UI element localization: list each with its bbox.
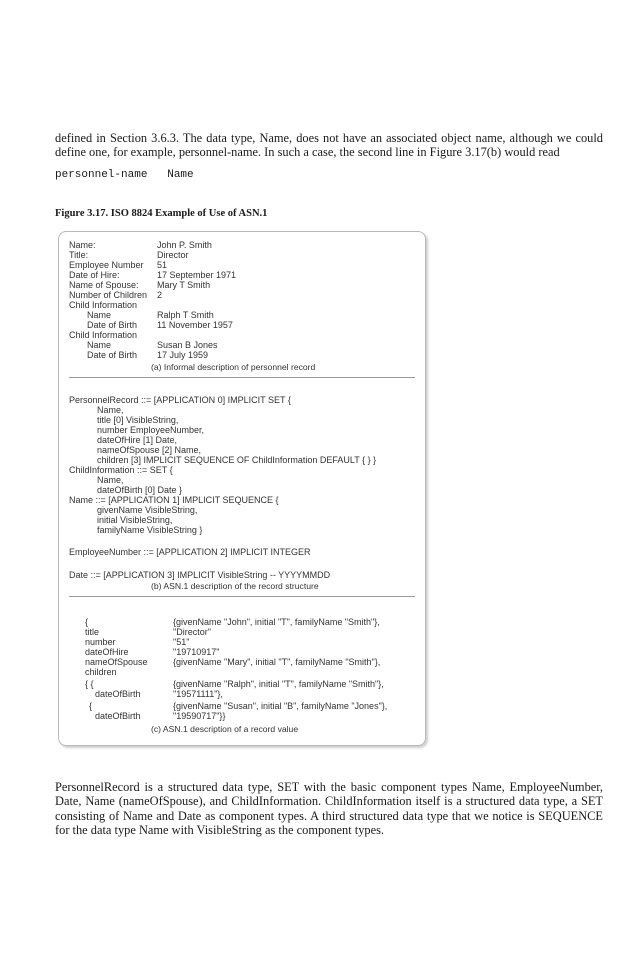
asn1-line: title [0] VisibleString, xyxy=(97,415,179,425)
part-a-value: 2 xyxy=(157,290,163,300)
asn1-line: PersonnelRecord ::= [APPLICATION 0] IMPLICIT SET { xyxy=(69,395,291,405)
part-a-label: Name of Spouse: xyxy=(69,280,139,290)
part-a-label: Name: xyxy=(69,240,96,250)
asn1-line: dateOfBirth [0] Date } xyxy=(97,485,183,495)
part-a-label: Child Information xyxy=(69,300,138,310)
value-content: "19571111"}, xyxy=(173,689,223,699)
value-field: nameOfSpouse xyxy=(85,657,148,667)
asn1-line: ChildInformation ::= SET { xyxy=(69,465,173,475)
body-paragraph-top: defined in Section 3.6.3. The data type, Name, does not have an associated object name, although we could define one, for example, personnel-name. In such a case, the second line in Figure 3.17(b) would read xyxy=(55,131,603,160)
part-c-caption: (c) ASN.1 description of a record value xyxy=(151,724,299,734)
part-a-label: Name xyxy=(87,340,112,350)
code-line xyxy=(55,169,194,181)
part-a-label: Number of Children xyxy=(69,290,148,300)
value-content: "19710917" xyxy=(173,647,220,657)
value-content: {givenName "Susan", initial "B", familyName "Jones"}, xyxy=(173,701,388,711)
part-a-value: 51 xyxy=(157,260,168,270)
value-field: title xyxy=(85,627,100,637)
figure-box xyxy=(58,231,426,746)
value-content: "Director" xyxy=(173,627,211,637)
part-a-value: 17 September 1971 xyxy=(157,270,237,280)
divider xyxy=(69,377,415,378)
code-line-right: Name xyxy=(167,169,194,181)
part-a-label: Date of Hire: xyxy=(69,270,120,280)
part-a-value: 11 November 1957 xyxy=(157,320,233,330)
asn1-line: nameOfSpouse [2] Name, xyxy=(97,445,202,455)
part-a-label: Child Information xyxy=(69,330,138,340)
value-field: dateOfHire xyxy=(85,647,129,657)
value-field: { xyxy=(89,701,93,711)
value-field: dateOfBirth xyxy=(95,711,141,721)
value-content: {givenName "John", initial "T", familyName "Smith"}, xyxy=(173,617,380,627)
part-a-value: 17 July 1959 xyxy=(157,350,209,360)
divider xyxy=(69,596,415,597)
value-content: "19590717"}} xyxy=(173,711,226,721)
part-a-label: Name xyxy=(87,310,112,320)
value-field: { xyxy=(85,617,89,627)
value-field: children xyxy=(85,667,117,677)
part-a-label: Title: xyxy=(69,250,89,260)
part-a-label: Date of Birth xyxy=(87,320,138,330)
part-a-value: Mary T Smith xyxy=(157,280,211,290)
value-field: number xyxy=(85,637,116,647)
asn1-line: dateOfHire [1] Date, xyxy=(97,435,178,445)
code-line-left: personnel-name xyxy=(55,169,148,181)
value-content: "51" xyxy=(173,637,190,647)
value-content: {givenName "Mary", initial "T", familyName "Smith"}, xyxy=(173,657,381,667)
asn1-line: Name ::= [APPLICATION 1] IMPLICIT SEQUENCE { xyxy=(69,495,279,505)
value-field: dateOfBirth xyxy=(95,689,141,699)
value-field: { { xyxy=(85,679,94,689)
asn1-line: children [3] IMPLICIT SEQUENCE OF ChildInformation DEFAULT { } } xyxy=(97,455,377,465)
asn1-line: Date ::= [APPLICATION 3] IMPLICIT VisibleString -- YYYYMMDD xyxy=(69,570,331,580)
asn1-line: EmployeeNumber ::= [APPLICATION 2] IMPLICIT INTEGER xyxy=(69,547,311,557)
part-a-value: Susan B Jones xyxy=(157,340,218,350)
asn1-line: Name, xyxy=(97,405,124,415)
asn1-line: givenName VisibleString, xyxy=(97,505,198,515)
part-a-label: Date of Birth xyxy=(87,350,138,360)
value-content: {givenName "Ralph", initial "T", familyName "Smith"}, xyxy=(173,679,384,689)
body-paragraph-bottom: PersonnelRecord is a structured data type, SET with the basic component types Name, EmployeeNumber, Date, Name (nameOfSpouse), and ChildInformation. ChildInformation itself is a structured data type, a SET consisting of Name and Date as component types. A third structured data type that we notice is SEQUENCE for the data type Name with VisibleString as the component types. xyxy=(55,780,603,838)
part-a-value: Ralph T Smith xyxy=(157,310,214,320)
part-a-value: Director xyxy=(157,250,189,260)
part-a-caption: (a) Informal description of personnel record xyxy=(151,362,316,372)
asn1-line: initial VisibleString, xyxy=(97,515,173,525)
asn1-line: number EmployeeNumber, xyxy=(97,425,205,435)
asn1-line: Name, xyxy=(97,475,124,485)
part-b-caption: (b) ASN.1 description of the record structure xyxy=(151,581,319,591)
figure-caption: Figure 3.17. ISO 8824 Example of Use of ASN.1 xyxy=(55,208,268,219)
part-a-label: Employee Number xyxy=(69,260,144,270)
asn1-line: familyName VisibleString } xyxy=(97,525,203,535)
part-a-value: John P. Smith xyxy=(157,240,212,250)
